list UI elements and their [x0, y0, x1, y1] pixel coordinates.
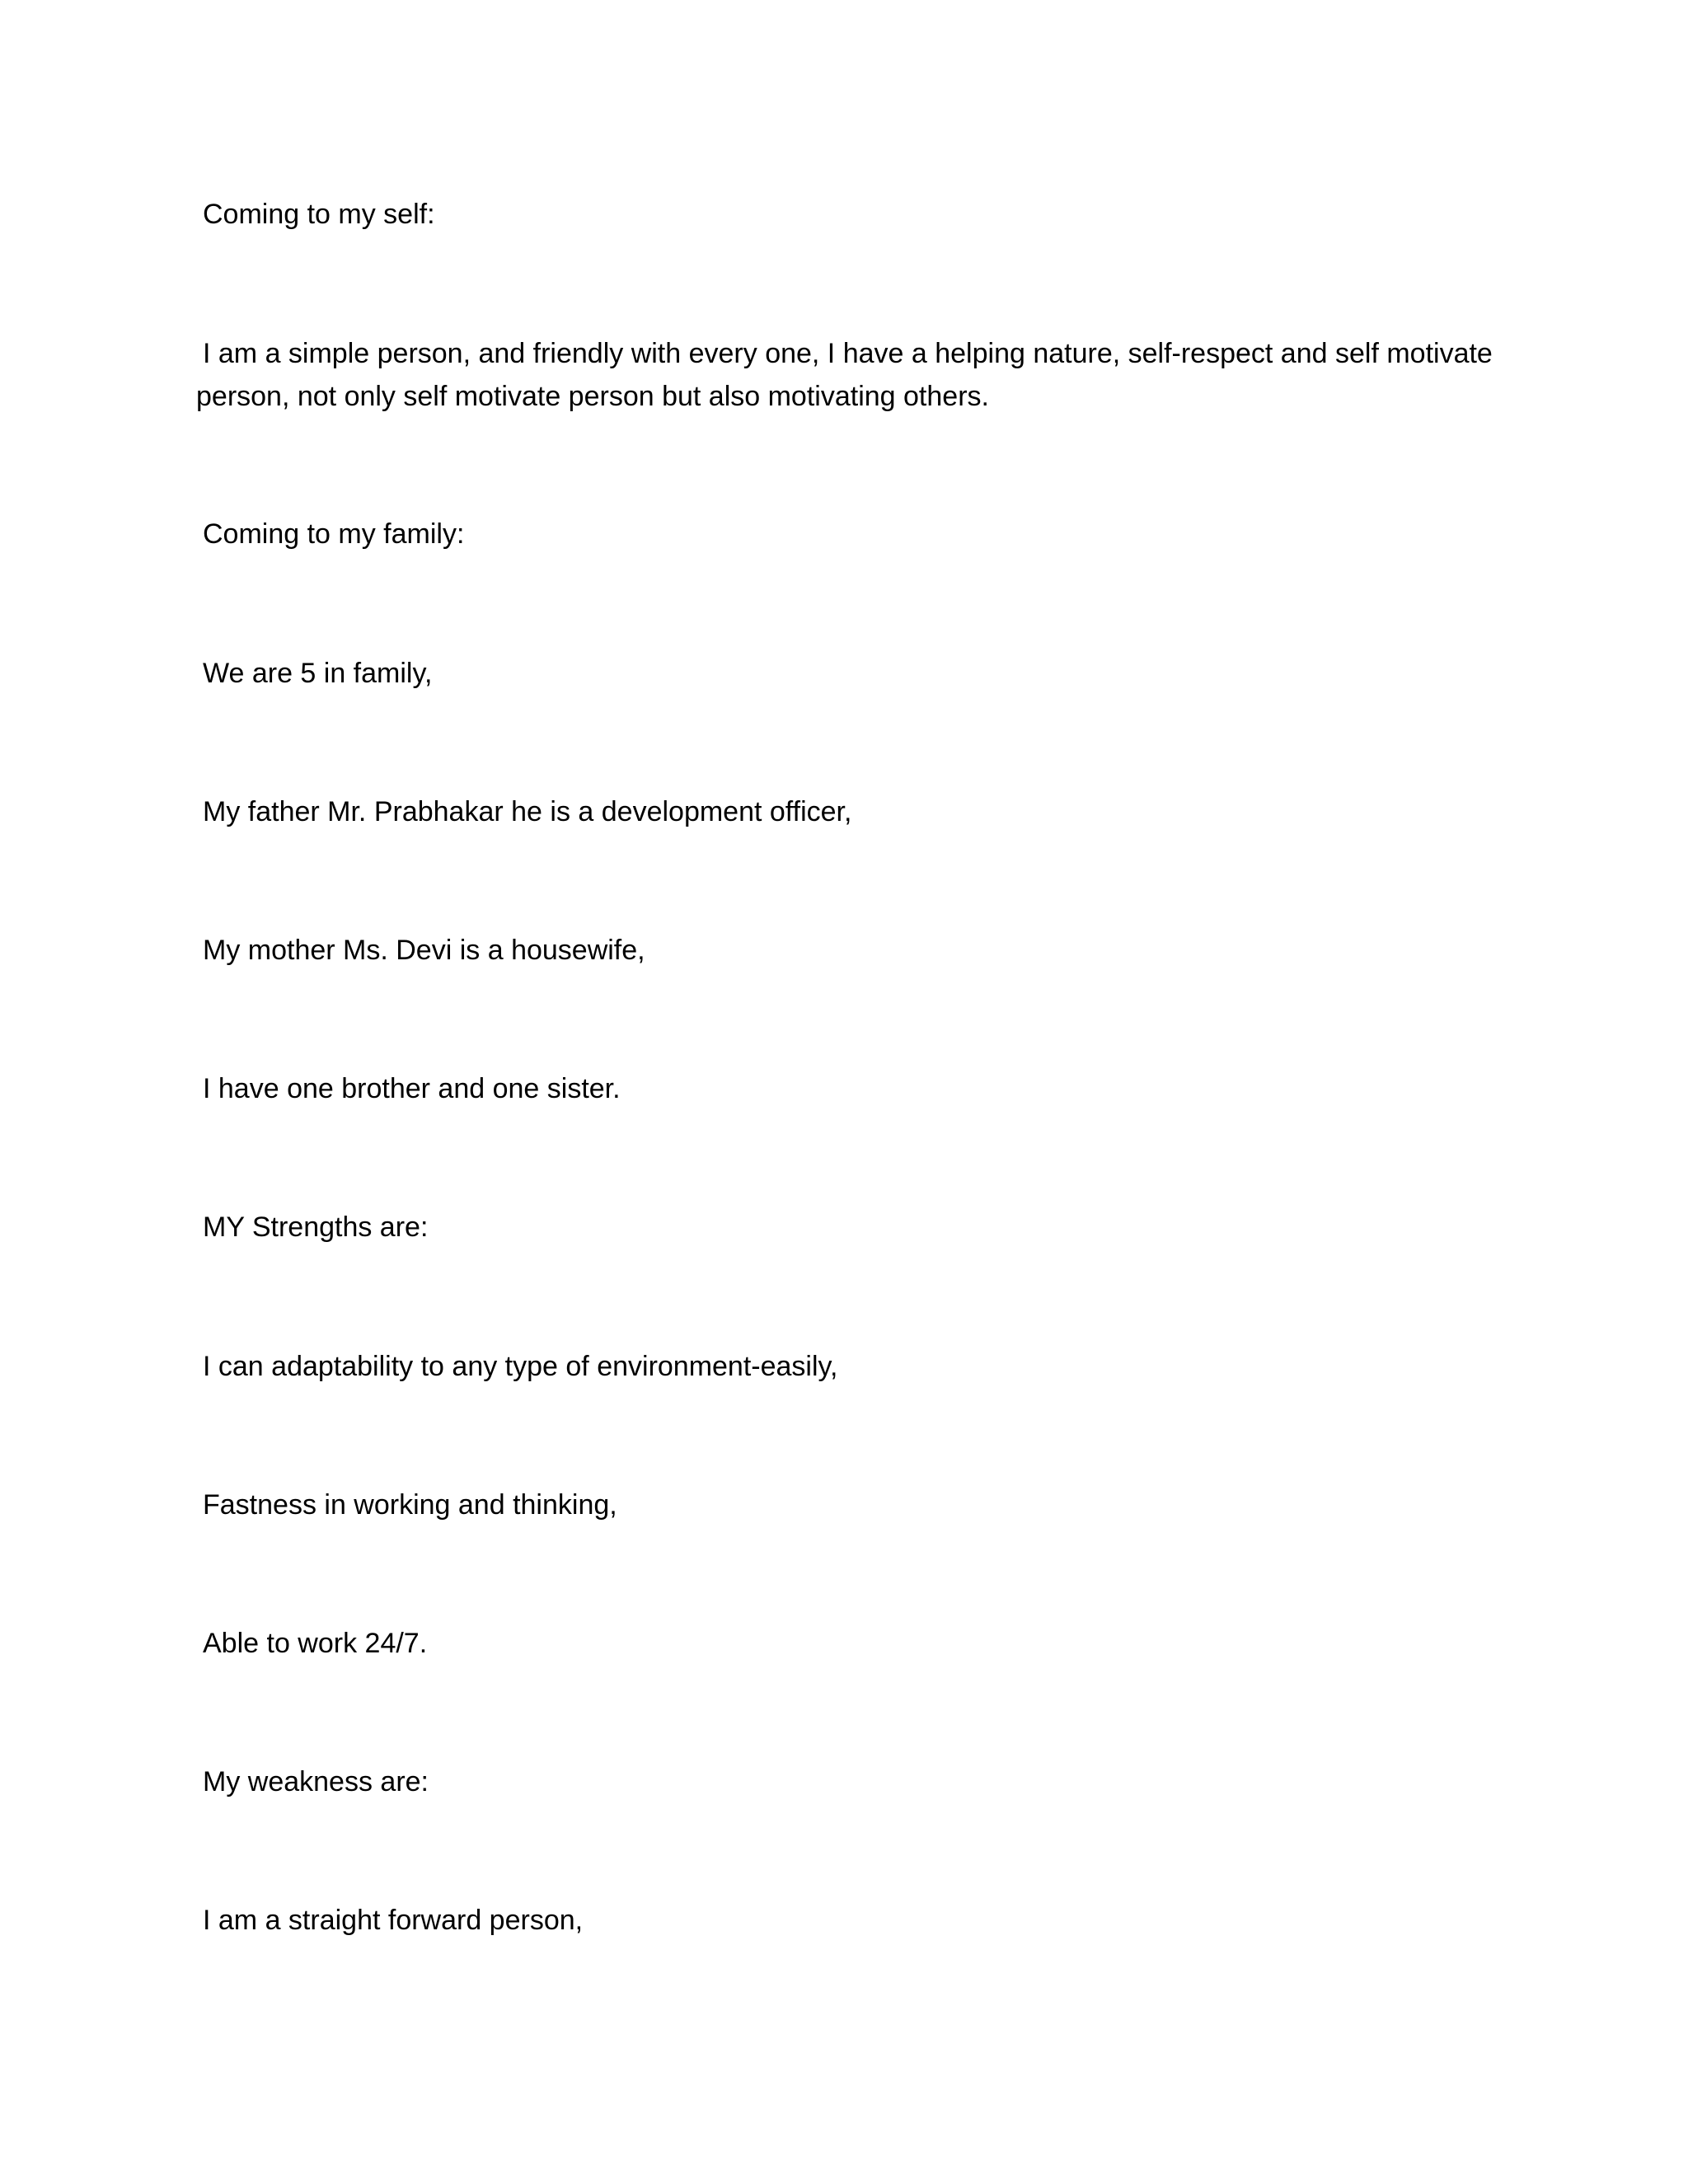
section-heading-strengths: MY Strengths are:: [203, 1212, 429, 1243]
section-heading-weakness: My weakness are:: [203, 1766, 429, 1797]
mother-line: My mother Ms. Devi is a housewife,: [203, 935, 645, 966]
strength-fastness: Fastness in working and thinking,: [203, 1489, 617, 1521]
strength-availability: Able to work 24/7.: [203, 1628, 428, 1659]
siblings-line: I have one brother and one sister.: [203, 1073, 621, 1104]
family-size-line: We are 5 in family,: [203, 658, 433, 689]
self-description-paragraph: I am a simple person, and friendly with every one, I have a helping nature, self-respect and self motivate person, not only self motivate person but also motivating others.: [196, 338, 1493, 412]
weakness-straightforward: I am a straight forward person,: [203, 1905, 584, 1936]
father-line: My father Mr. Prabhakar he is a development officer,: [203, 796, 852, 827]
section-heading-family: Coming to my family:: [203, 518, 465, 550]
strength-adaptability: I can adaptability to any type of environment-easily,: [203, 1351, 838, 1382]
section-heading-self: Coming to my self:: [203, 199, 435, 230]
